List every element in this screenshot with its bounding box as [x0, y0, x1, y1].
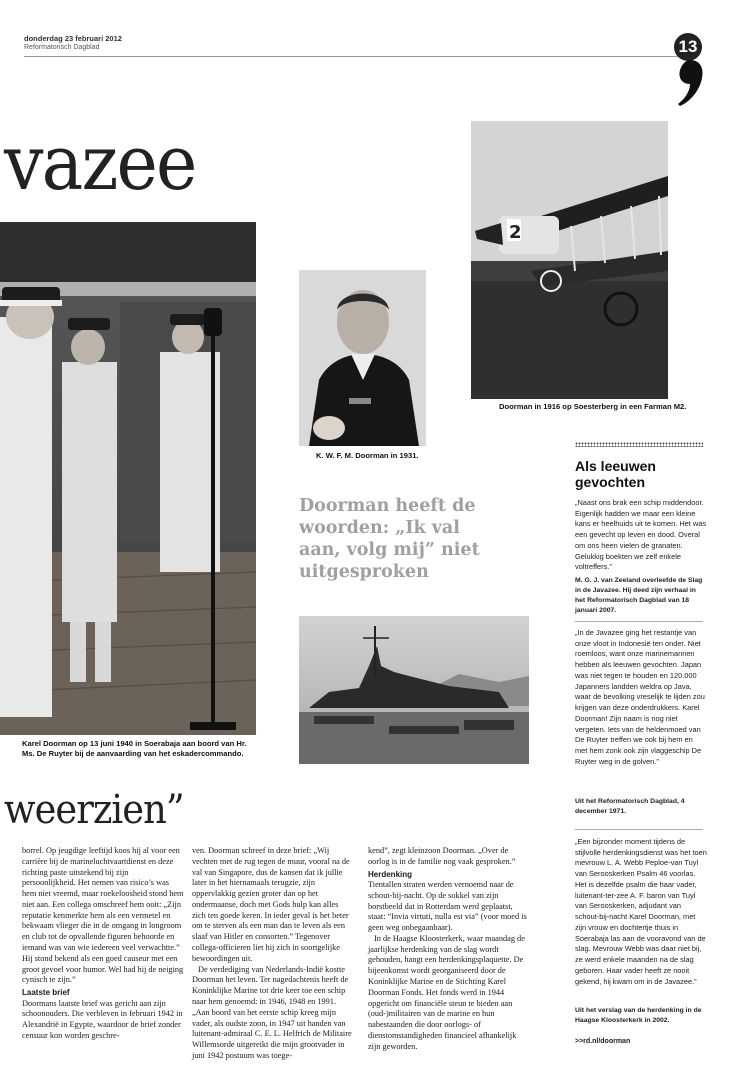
- sidebar-title: Als leeuwen gevochten: [575, 458, 656, 491]
- article-column-1: [22, 846, 184, 1042]
- article-column-3: [368, 846, 530, 1052]
- header-date: donderdag 23 februari 2012: [24, 34, 122, 43]
- svg-text:2: 2: [509, 222, 522, 243]
- article-column-2: [192, 846, 354, 1062]
- paragraph: In de Haagse Kloosterkerk, waar maandag de jaarlijkse herdenking van de slag wordt gehouden, hangt een herdenkingsplaquette. De bijeenkomst wordt georganiseerd door de Koninklijke Marine en de Stichting Karel Doorman Fonds. Het fonds werd in 1944 opgericht om financiële steun te bieden aan (oud-)militairen van de marine en hun nabestaanden die door oorlogs- of dienstomstandigheden financieel afhankelijk zijn geworden.: [368, 933, 525, 1051]
- paragraph: Doormans laatste brief was gericht aan zijn schoonouders. Die verbleven in februari 1942 in Alexandrië in Egypte, waardoor de brief zonder censuur kon worden geschre-: [22, 998, 183, 1040]
- header-divider: [24, 56, 684, 57]
- headline-top: vazee: [4, 118, 196, 207]
- subheading-herdenking: Herdenking: [368, 869, 413, 879]
- paragraph: borrel. Op jeugdige leeftijd koos hij al voor een carrière bij de marineluchtvaartdienst en deze richting paste uitstekend bij zijn persoonlijkheid. Het nemen van risico’s was hem niet vreemd, maar roekeloosheid stond hem niet aan. Een collega omschreef hem ooit: „Zijn reputatie kenmerkte hem als een vermetel en bekwaam vlieger die in de omgang in longroom en club tot de opvallende figuren behoorde en iemand was van wie iedereen veel verwachtte.” Hij stond bekend als een goed causeur met een groot gevoel voor humor. Wel had hij de neiging cynisch te zijn.”: [22, 846, 184, 985]
- subheading-laatste-brief: Laatste brief: [22, 988, 70, 998]
- sidebar-dotted-rule: [575, 442, 703, 447]
- pull-quote: Doorman heeft de woorden: „Ik val aan, volg mij” niet uitgesproken: [299, 496, 480, 582]
- sidebar-quote-2: „In de Javazee ging het restantje van onze vloot in Indonesië ten onder. Niet roemloos, want onze marinemannen hebben als leeuwen gevochten. Japan was niet tegen te houden en 120.000 Japanners landden weldra op Java, waar de bevolking vreselijk te lijden zou krijgen van deze onderdrukkers. Karel Doorman! Zijn naam is nog niet vergeten. Iets van de heldenmoed van De Ruyter treffen we ook bij hem en met hem zonk ook zijn vlaggeschip De Ruyter weg in de golven.”: [575, 628, 705, 766]
- caption-main-photo: Karel Doorman op 13 juni 1940 in Soerabaja aan boord van Hr. Ms. De Ruyter bij de aanvaarding van het eskadercommando.: [22, 739, 247, 759]
- page-number-badge: 13: [674, 33, 702, 61]
- sidebar-divider-1: [575, 621, 703, 622]
- paragraph: ven. Doorman schreef in deze brief: „Wij vechten met de rug tegen de muur, vooral na de val van Singapore, dus de kansen dat ik jullie later in het hiernamaals terugzie, zijn oppervlakkig gezien groter dan op het ondermaanse, doch met Gods hulp kan alles zich ten goede keren. In ieder geval is het beter om te sterven als een man dan te leven als een slaaf van Hitler en consorten.” Tegenover collega-officieren liet hij zich in soortgelijke bewoordingen uit.: [192, 846, 350, 963]
- comma-logo-icon: [674, 58, 706, 108]
- sidebar-quote-1: „Naast ons brak een schip middendoor. Eigenlijk hadden we maar een kleine kans er heelhuids uit te komen. Het was een gevecht op leven en dood. Overal om ons heen vielen de granaten. Gelukkig boekten we zelf enkele voltreffers.”: [575, 498, 707, 572]
- paragraph: Tientallen straten werden vernoemd naar de schout-bij-nacht. Op de sokkel van zijn borstbeeld dat in Rotterdam werd geplaatst, staat: “Invia virtuti, nulla est via” (voor moed is geen weg onbegaanbaar).: [368, 879, 527, 933]
- paragraph: kend”, zegt kleinzoon Doorman. „Over de oorlog is in de familie nog vaak gesproken.”: [368, 846, 516, 866]
- header-paper-name: Reformatorisch Dagblad: [24, 44, 100, 51]
- headline-bottom: weerzien”: [4, 787, 184, 833]
- photo-warship: [299, 616, 529, 764]
- caption-plane: Doorman in 1916 op Soesterberg in een Farman M2.: [499, 402, 687, 411]
- sidebar-source-2: Uit het Reformatorisch Dagblad, 4 december 1971.: [575, 798, 685, 815]
- sidebar-web-link[interactable]: >>rd.nl/doorman: [575, 1038, 631, 1045]
- paragraph: De verdediging van Nederlands-Indië kostte Doorman het leven. Ter nagedachtenis heeft de Koninklijke Marine tot drie keer toe een schip naar hem genoemd: in 1946, 1948 en 1991. „Aan boord van het eerste schip kreeg mijn vader, als oudste zoon, in 1947 uit handen van luitenant-admiraal C. E. L. Helfrich de Militaire Willemsorde uitgereikt die mijn grootvader in juni 1942 postuum was toege-: [192, 964, 352, 1060]
- sidebar-divider-2: [575, 829, 703, 830]
- sidebar-source-3: Uit het verslag van de herdenking in de Haagse Kloosterkerk in 2002.: [575, 1007, 702, 1024]
- sidebar-quote-3: „Een bijzonder moment tijdens de stijlvolle herdenkingsdienst was het toen mevrouw L. A. Webb Peploe-van Tuyl van Serooskerken Psalm 46 voorlas. Het is dezelfde psalm die haar vader, luitenant-ter-zee A. F. baron van Tuyl van Serooskerken, adjudant van schout-bij-nacht Karel Doorman, met zijn vrouw en dochtertje thuis in Soerabaja las aan de vooravond van de slag. Mevrouw Webb was daar niet bij, ze werd enkele maanden na de slag geboren. Haar vader heeft ze nooit gekend, hij kwam om in de Javazee.”: [575, 837, 707, 986]
- photo-farman-plane: [471, 121, 668, 399]
- sidebar-source-1: M. G. J. van Zeeland overleefde de Slag in de Javazee. Hij deed zijn verhaal in het Reformatorisch Dagblad van 18 januari 2007.: [575, 577, 703, 614]
- photo-doorman-portrait: [299, 270, 426, 446]
- photo-officers-on-deck: [0, 222, 256, 735]
- caption-portrait: K. W. F. M. Doorman in 1931.: [316, 451, 419, 460]
